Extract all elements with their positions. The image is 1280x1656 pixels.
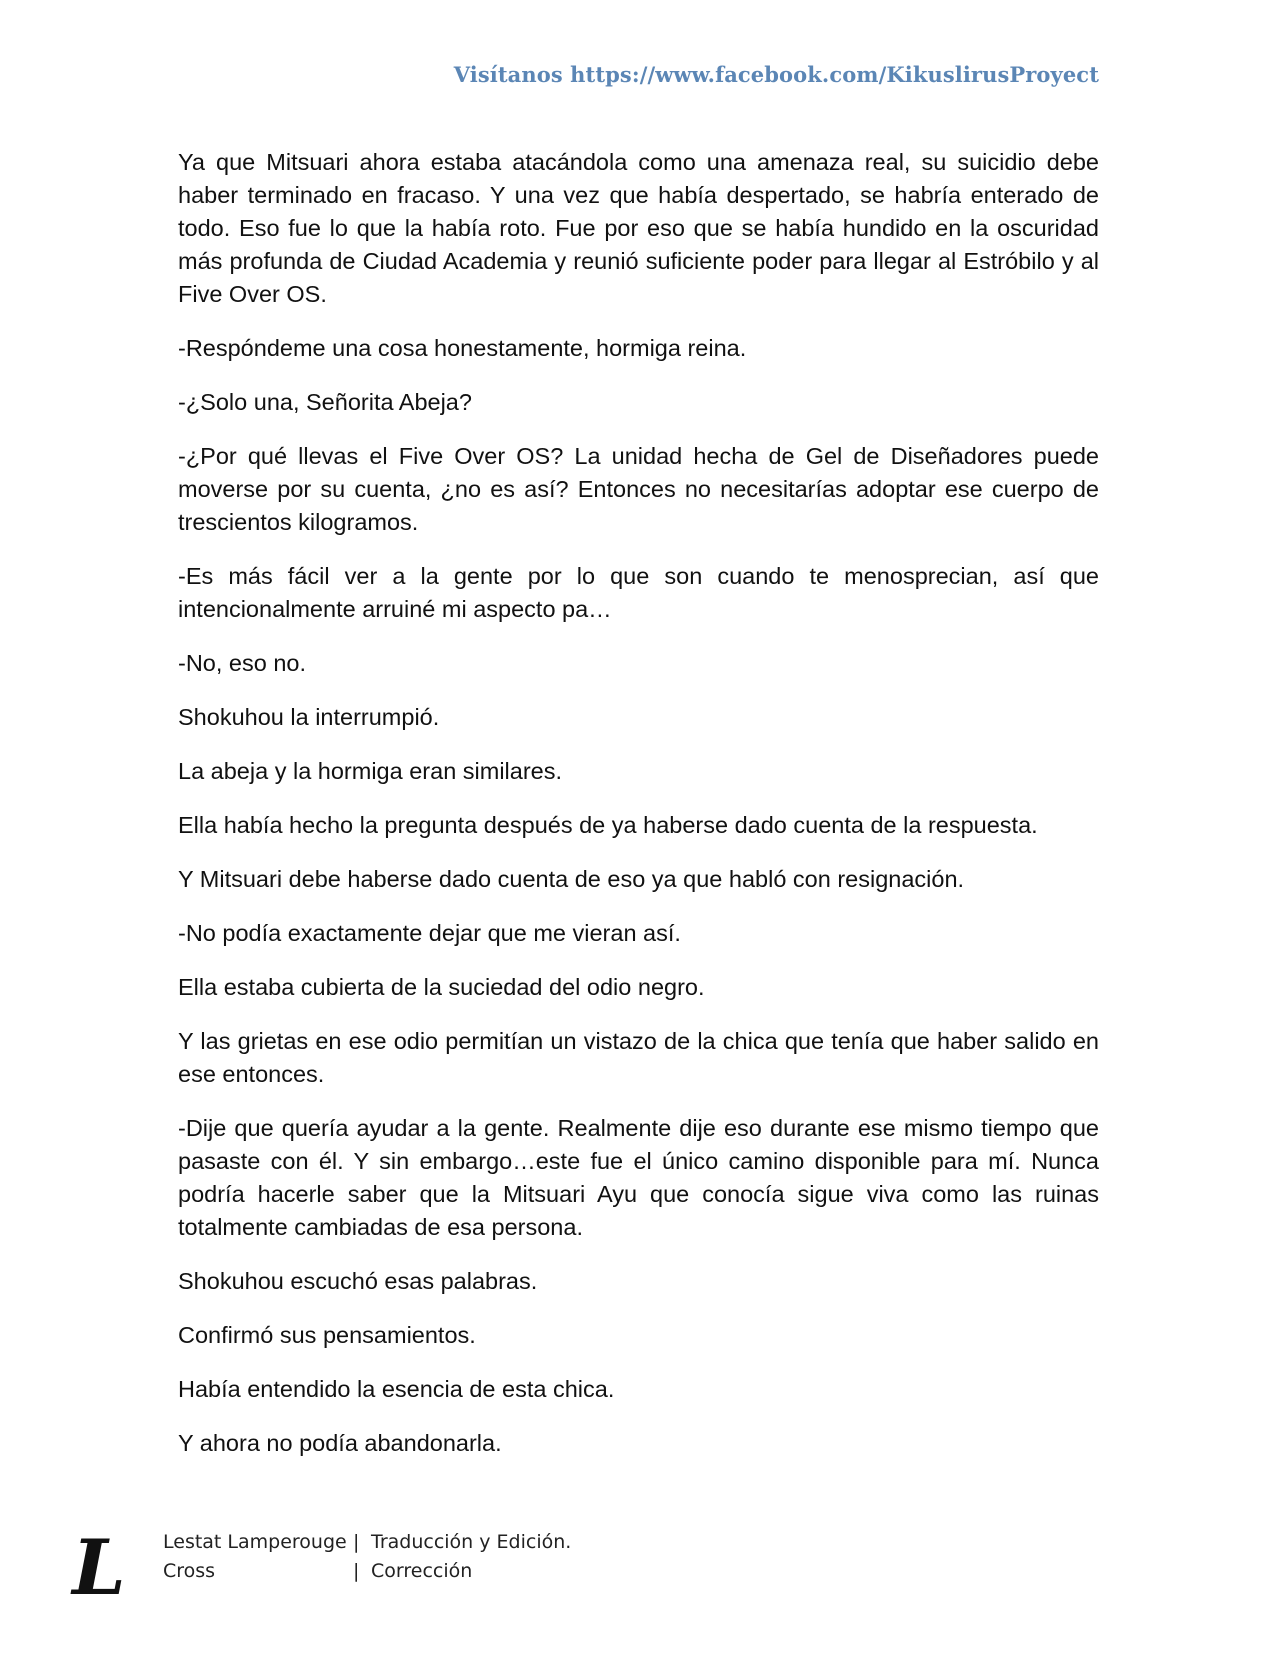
paragraph: -Respóndeme una cosa honestamente, hormiga reina. bbox=[178, 335, 747, 361]
credit-row-translator bbox=[163, 1528, 571, 1557]
credit-row-corrector bbox=[163, 1557, 571, 1586]
credit-separator: | bbox=[353, 1560, 360, 1582]
paragraph: Shokuhou escuchó esas palabras. bbox=[178, 1268, 538, 1294]
paragraph: Ya que Mitsuari ahora estaba atacándola como una amenaza real, su suicidio debe haber terminado en fracaso. Y una vez que había despertado, se habría enterado de todo. Eso fue lo que la había roto. Fue por eso que se había hundido en la oscuridad más profunda de Ciudad Academia y reunió suficiente poder para llegar al Estróbilo y al Five Over OS. bbox=[178, 149, 1099, 307]
credit-role: Corrección bbox=[371, 1560, 473, 1582]
paragraph: La abeja y la hormiga eran similares. bbox=[178, 758, 563, 784]
credit-role: Traducción y Edición. bbox=[371, 1531, 572, 1553]
paragraph: -Dije que quería ayudar a la gente. Realmente dije eso durante ese mismo tiempo que pasaste con él. Y sin embargo…este fue el único camino disponible para mí. Nunca podría hacerle saber que la Mitsuari Ayu que conocía sigue viva como las ruinas totalmente cambiadas de esa persona. bbox=[178, 1115, 1099, 1240]
paragraph: -Es más fácil ver a la gente por lo que son cuando te menosprecian, así que intencionalmente arruiné mi aspecto pa… bbox=[178, 563, 1099, 622]
paragraph: Y Mitsuari debe haberse dado cuenta de eso ya que habló con resignación. bbox=[178, 866, 965, 892]
paragraph: Ella había hecho la pregunta después de ya haberse dado cuenta de la respuesta. bbox=[178, 812, 1038, 838]
credit-separator: | bbox=[353, 1531, 360, 1553]
paragraph: -No, eso no. bbox=[178, 650, 307, 676]
paragraph: Había entendido la esencia de esta chica. bbox=[178, 1376, 615, 1402]
paragraph: Ella estaba cubierta de la suciedad del odio negro. bbox=[178, 974, 705, 1000]
gothic-l-logo-icon bbox=[68, 1528, 130, 1606]
paragraph: Confirmó sus pensamientos. bbox=[178, 1322, 476, 1348]
paragraph: -¿Por qué llevas el Five Over OS? La unidad hecha de Gel de Diseñadores puede moverse por su cuenta, ¿no es así? Entonces no necesitarías adoptar ese cuerpo de trescientos kilogramos. bbox=[178, 443, 1099, 535]
credit-name: Cross bbox=[163, 1560, 216, 1582]
paragraph: Shokuhou la interrumpió. bbox=[178, 704, 440, 730]
paragraph: Y las grietas en ese odio permitían un vistazo de la chica que tenía que haber salido en ese entonces. bbox=[178, 1028, 1099, 1087]
footer bbox=[68, 1528, 668, 1608]
paragraph: -¿Solo una, Señorita Abeja? bbox=[178, 389, 472, 415]
footer-credits bbox=[163, 1528, 571, 1586]
paragraph: -No podía exactamente dejar que me vieran así. bbox=[178, 920, 681, 946]
page-body bbox=[178, 146, 1099, 1481]
credit-name: Lestat Lamperouge bbox=[163, 1531, 347, 1553]
logo-letter: L bbox=[72, 1528, 126, 1606]
paragraph: Y ahora no podía abandonarla. bbox=[178, 1430, 502, 1456]
header-facebook-link[interactable]: Visítanos https://www.facebook.com/KikuslirusProyect bbox=[453, 62, 1099, 87]
